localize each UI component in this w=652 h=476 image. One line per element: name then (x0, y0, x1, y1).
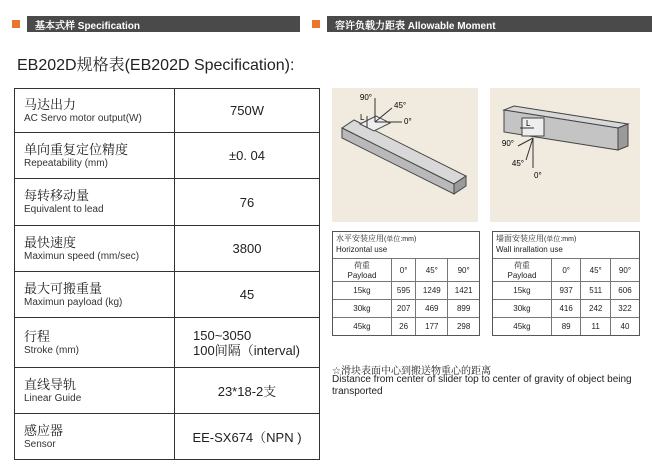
orange-square-icon (312, 20, 320, 28)
table-row (333, 282, 479, 300)
spec-label-zh: 马达出力 (24, 96, 77, 112)
table-unit: (单位:mm) (384, 236, 417, 243)
section-header-specification (12, 15, 300, 33)
spec-row-motor (15, 89, 320, 133)
spec-label-en: Maximun payload (kg) (24, 296, 123, 308)
spec-value: 3800 (175, 226, 320, 272)
spec-value: ±0. 04 (175, 133, 320, 179)
moment-cell: 937 (551, 282, 581, 300)
spec-label-zh: 每转移动量 (24, 188, 90, 203)
moment-cell: 899 (448, 300, 479, 318)
spec-value-interval: 100间隔（interval) (193, 342, 300, 358)
section-header-label: 基本式样 Specification (27, 16, 300, 32)
payload-head-en: Payload (507, 271, 537, 280)
table-header-row (333, 259, 479, 282)
payload-cell: 45kg (333, 318, 391, 336)
moment-cell: 595 (391, 282, 415, 300)
spec-label-en: Sensor (24, 438, 56, 450)
moment-cell: 606 (610, 282, 639, 300)
spec-row-speed (15, 226, 320, 272)
length-label: L (360, 113, 365, 122)
payload-cell: 45kg (493, 318, 551, 336)
payload-cell: 30kg (333, 300, 391, 318)
table-row (493, 282, 639, 300)
footnote-zh: ☆滑块表面中心到搬送物重心的距离 (332, 366, 491, 377)
column-header: 90° (610, 259, 639, 282)
table-row (493, 318, 639, 336)
payload-head-zh: 荷重 (353, 261, 370, 270)
spec-row-linear-guide (15, 368, 320, 414)
wall-install-diagram (490, 88, 640, 222)
footnote-en: Distance from center of slider top to center of gravity of object being transported (332, 374, 632, 397)
table-title-zh: 墙面安装应用 (496, 234, 544, 243)
spec-row-lead (15, 179, 320, 226)
spec-value: 76 (175, 179, 320, 226)
length-label: L (526, 119, 531, 128)
angle-label: 45° (511, 159, 524, 168)
angle-label: 45° (394, 101, 407, 110)
moment-cell: 242 (581, 300, 611, 318)
spec-label-zh: 直线导轨 (24, 376, 77, 392)
column-header: 0° (551, 259, 581, 282)
payload-head-zh: 荷重 (513, 261, 530, 270)
spec-label-en: Repeatability (mm) (24, 157, 108, 169)
section-header-allowable-moment (312, 15, 652, 33)
spec-label-zh: 感应器 (24, 422, 64, 438)
column-header: 45° (416, 259, 448, 282)
moment-cell: 177 (416, 318, 448, 336)
spec-table (14, 88, 320, 460)
moment-cell: 1249 (416, 282, 448, 300)
column-header: 0° (391, 259, 415, 282)
angle-label: 90° (359, 93, 372, 102)
table-caption (333, 232, 479, 255)
table-caption (493, 232, 639, 255)
page-title: EB202D规格表(EB202D Specification): (17, 57, 295, 74)
spec-value: 150~3050 (193, 327, 252, 343)
horizontal-actuator-illustration (332, 88, 478, 222)
spec-label-en: Equivalent to lead (24, 204, 104, 215)
table-header-row (493, 259, 639, 282)
spec-label-en: Stroke (mm) (24, 344, 79, 356)
column-header: 45° (581, 259, 611, 282)
moment-cell: 416 (551, 300, 581, 318)
horizontal-moment-table (332, 231, 480, 336)
table-title-zh: 水平安装应用 (336, 234, 384, 243)
table-title-en: Wall inrallation use (496, 245, 563, 254)
moment-cell: 469 (416, 300, 448, 318)
payload-cell: 30kg (493, 300, 551, 318)
spec-label-en: AC Servo motor output(W) (24, 112, 142, 124)
moment-cell: 1421 (448, 282, 479, 300)
spec-row-payload (15, 272, 320, 318)
spec-label-en: Maximun speed (mm/sec) (24, 250, 140, 262)
payload-cell: 15kg (493, 282, 551, 300)
section-header-label: 容许负载力距表 Allowable Moment (327, 16, 652, 32)
spec-label-zh: 行程 (24, 328, 51, 344)
angle-label: 0° (404, 117, 412, 126)
orange-square-icon (12, 20, 20, 28)
spec-row-stroke (15, 318, 320, 368)
spec-value: 23*18-2支 (175, 368, 320, 414)
payload-head-en: Payload (347, 271, 377, 280)
spec-row-sensor (15, 414, 320, 460)
angle-label: 90° (501, 139, 514, 148)
spec-label-zh: 最快速度 (24, 234, 77, 250)
payload-cell: 15kg (333, 282, 391, 300)
moment-cell: 40 (610, 318, 639, 336)
moment-cell: 26 (391, 318, 415, 336)
horizontal-install-diagram (332, 88, 478, 222)
spec-value: 45 (175, 272, 320, 318)
table-title-en: Horizontal use (336, 245, 388, 254)
moment-cell: 11 (581, 318, 611, 336)
moment-cell: 207 (391, 300, 415, 318)
table-row (493, 300, 639, 318)
moment-cell: 511 (581, 282, 611, 300)
spec-value: EE-SX674（NPN ) (175, 414, 320, 460)
wall-actuator-illustration (490, 88, 640, 222)
spec-row-repeatability (15, 133, 320, 179)
table-unit: (单位:mm) (544, 236, 577, 243)
column-header: 90° (448, 259, 479, 282)
wall-moment-table (492, 231, 640, 336)
table-row (333, 318, 479, 336)
spec-value: 750W (175, 89, 320, 133)
angle-label: 0° (534, 171, 542, 180)
spec-label-zh: 最大可搬重量 (24, 280, 103, 296)
moment-cell: 89 (551, 318, 581, 336)
spec-label-zh: 单向重复定位精度 (24, 141, 129, 157)
table-row (333, 300, 479, 318)
spec-label-en: Linear Guide (24, 392, 82, 404)
moment-cell: 298 (448, 318, 479, 336)
moment-cell: 322 (610, 300, 639, 318)
